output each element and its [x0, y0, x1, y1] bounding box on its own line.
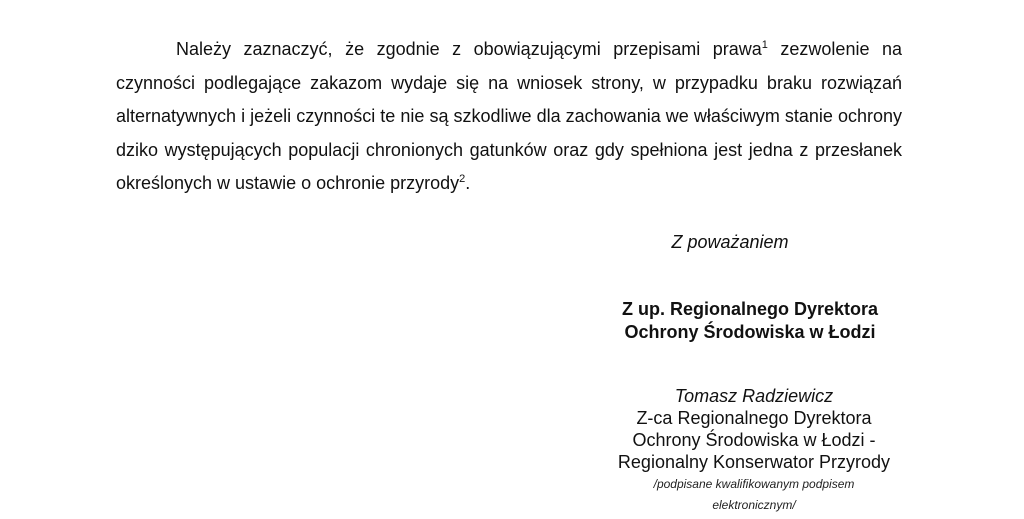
signer-name: Tomasz Radziewicz — [674, 386, 834, 406]
signed-note-line-1: /podpisane kwalifikowanym podpisem — [653, 477, 855, 491]
signer-block — [604, 385, 904, 473]
authority-block — [600, 298, 900, 344]
electronic-signature-note — [604, 474, 904, 516]
paragraph-text-start: Należy zaznaczyć, że zgodnie z obowiązującymi przepisami prawa — [176, 39, 762, 59]
signer-title-line-2: Ochrony Środowiska w Łodzi - — [632, 430, 876, 450]
salutation: Z poważaniem — [671, 232, 789, 252]
letter-paragraph — [116, 33, 902, 201]
authority-line-1: Z up. Regionalnego Dyrektora — [621, 299, 879, 319]
paragraph-text-end: . — [465, 173, 471, 193]
signer-title-line-1: Z-ca Regionalnego Dyrektora — [636, 408, 872, 428]
footnote-ref-1: 1 — [761, 39, 768, 51]
signed-note-line-2: elektronicznym/ — [712, 498, 796, 512]
authority-line-2: Ochrony Środowiska w Łodzi — [624, 322, 876, 342]
signer-title-line-3: Regionalny Konserwator Przyrody — [617, 452, 891, 472]
paragraph-text-middle: zezwolenie na czynności podlegające zakazom wydaje się na wniosek strony, w przypadku braku rozwiązań alternatywnych i jeżeli czynności te nie są szkodliwe dla zachowania we właściwym stanie ochrony dziko występujących populacji chronionych gatunków oraz gdy spełniona jest jedna z przesłanek określonych w ustawie o ochronie przyrody — [116, 39, 902, 193]
footnote-ref-2: 2 — [459, 173, 466, 185]
